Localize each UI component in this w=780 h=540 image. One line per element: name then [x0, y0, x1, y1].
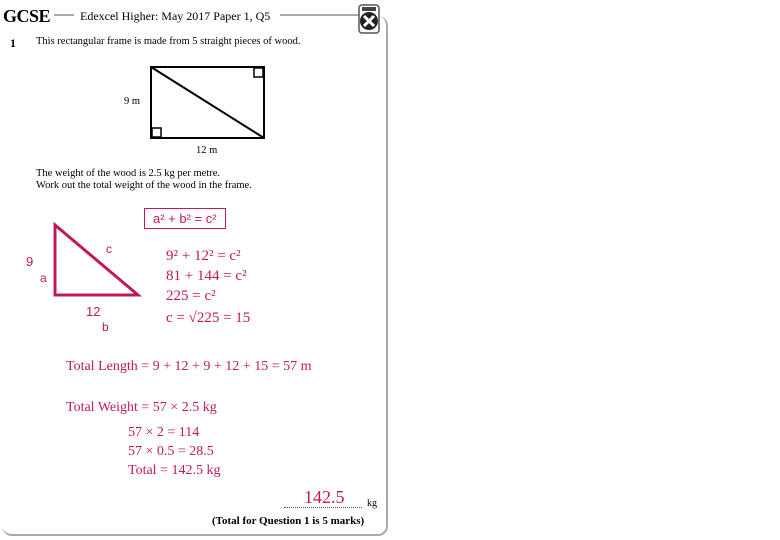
- working-step: 81 + 144 = c²: [166, 268, 247, 284]
- working-step: 9² + 12² = c²: [166, 248, 241, 264]
- right-angle-marker: [254, 68, 263, 77]
- pythagoras-formula-box: a² + b² = c²: [144, 208, 226, 229]
- rectangle-frame-diagram: [148, 64, 268, 140]
- working-step: 225 = c²: [166, 288, 216, 304]
- answer-line: [284, 507, 362, 508]
- calc-line: 57 × 0.5 = 28.5: [128, 444, 214, 459]
- working-step: c = √225 = 15: [166, 310, 251, 326]
- working-triangle-diagram: [50, 220, 145, 300]
- question-intro: This rectangular frame is made from 5 straight pieces of wood.: [36, 36, 301, 47]
- header-rule-left: [54, 14, 74, 16]
- question-text-line2: Work out the total weight of the wood in the frame.: [36, 180, 252, 191]
- header-rule-right: [280, 14, 360, 16]
- calc-line: 57 × 2 = 114: [128, 425, 200, 440]
- triangle-side-12: 12: [86, 304, 101, 319]
- bottom-label: 12 m: [196, 145, 218, 156]
- final-answer: 142.5: [304, 487, 345, 507]
- total-weight-line: Total Weight = 57 × 2.5 kg: [66, 400, 217, 415]
- triangle-label-c: c: [106, 242, 112, 256]
- gcse-logo: GCSE: [3, 6, 51, 26]
- triangle-label-b: b: [102, 320, 109, 334]
- triangle-label-a: a: [40, 271, 47, 285]
- paper-title: Edexcel Higher: May 2017 Paper 1, Q5: [80, 9, 271, 23]
- question-number: 1: [10, 36, 16, 50]
- answer-unit: kg: [367, 498, 377, 509]
- question-text-line1: The weight of the wood is 2.5 kg per metre.: [36, 168, 220, 179]
- marks-total: (Total for Question 1 is 5 marks): [212, 515, 365, 527]
- side-label: 9 m: [124, 96, 141, 107]
- mathsgenie-badge-icon: [358, 4, 380, 34]
- triangle-side-9: 9: [26, 254, 34, 269]
- calc-line: Total = 142.5 kg: [128, 463, 221, 478]
- right-angle-marker: [152, 128, 161, 137]
- total-length-line: Total Length = 9 + 12 + 9 + 12 + 15 = 57 m: [66, 359, 312, 374]
- diagonal-piece: [151, 67, 264, 138]
